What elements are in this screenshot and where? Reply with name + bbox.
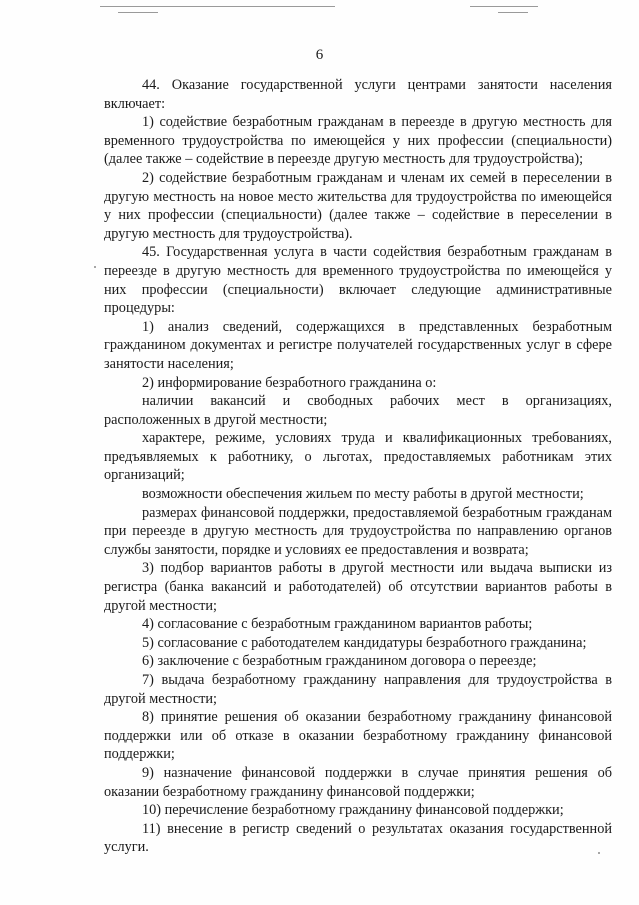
procedure-item-6: 6) заключение с безработным гражданином договора о переезде; [142,653,537,670]
scan-artifact-line [470,6,538,7]
procedure-item-3: 3) подбор вариантов работы в другой местности или выдача выписки из регистра (банка вакансий и работодателей) об отсутствии вариантов работы в другой местности; [104,560,612,614]
procedure-item-4: 4) согласование с безработным гражданином вариантов работы; [142,616,533,633]
paragraph-44-item-2: 2) содействие безработным гражданам и членам их семей в переселении в другую местность на новое место жительства для трудоустройства по имеющейся у них профессии (специальности) (далее также – содействие в переселении в другую местность для трудоустройства). [104,169,612,242]
scan-artifact-line [118,12,158,13]
procedure-item-2-sub-3: возможности обеспечения жильем по месту работы в другой местности; [142,486,584,503]
scan-artifact-line [498,12,528,13]
procedure-item-2-sub-2: характере, режиме, условиях труда и квалификационных требованиях, предъявляемых к работнику, о льготах, предоставляемых работникам этих организаций; [104,430,612,484]
procedure-item-5: 5) согласование с работодателем кандидатуры безработного гражданина; [142,634,587,651]
scan-speck [598,852,600,854]
paragraph-44-item-1: 1) содействие безработным гражданам в переезде в другую местность для временного трудоустройства по имеющейся у них профессии (специальности) (далее также – содействие в переезде другую местность для трудоустройства); [104,114,612,168]
paragraph-45: 45. Государственная услуга в части содействия безработным гражданам в переезде в другую местность для временного трудоустройства по имеющейся у них профессии (специальности) включает следующие административные процедуры: [104,244,612,317]
procedure-item-1: 1) анализ сведений, содержащихся в представленных безработным гражданином документах и регистре получателей государственных услуг в сфере занятости населения; [104,318,612,372]
procedure-item-2-sub-1: наличии вакансий и свободных рабочих мест в организациях, расположенных в другой местности; [104,393,612,428]
paragraph-44: 44. Оказание государственной услуги центрами занятости населения включает: [104,77,612,112]
procedure-item-7: 7) выдача безработному гражданину направления для трудоустройства в другой местности; [104,672,612,707]
document-body [104,76,612,857]
procedure-item-10: 10) перечисление безработному гражданину финансовой поддержки; [142,802,564,819]
procedure-item-11: 11) внесение в регистр сведений о результатах оказания государственной услуги. [104,820,612,856]
procedure-item-2-sub-4: размерах финансовой поддержки, предоставляемой безработным гражданам при переезде в другую местность для трудоустройства по направлению органов службы занятости, порядке и условиях ее предоставления и возврата; [104,504,612,558]
scan-artifact-line [100,6,335,7]
procedure-item-8: 8) принятие решения об оказании безработному гражданину финансовой поддержки или об отказе в оказании безработному гражданину финансовой поддержки; [104,709,612,763]
scan-speck [94,266,96,268]
page-number: 6 [315,47,324,63]
procedure-item-2: 2) информирование безработного гражданина о: [142,374,437,391]
procedure-item-9: 9) назначение финансовой поддержки в случае принятия решения об оказании безработному гражданину финансовой поддержки; [104,764,612,800]
